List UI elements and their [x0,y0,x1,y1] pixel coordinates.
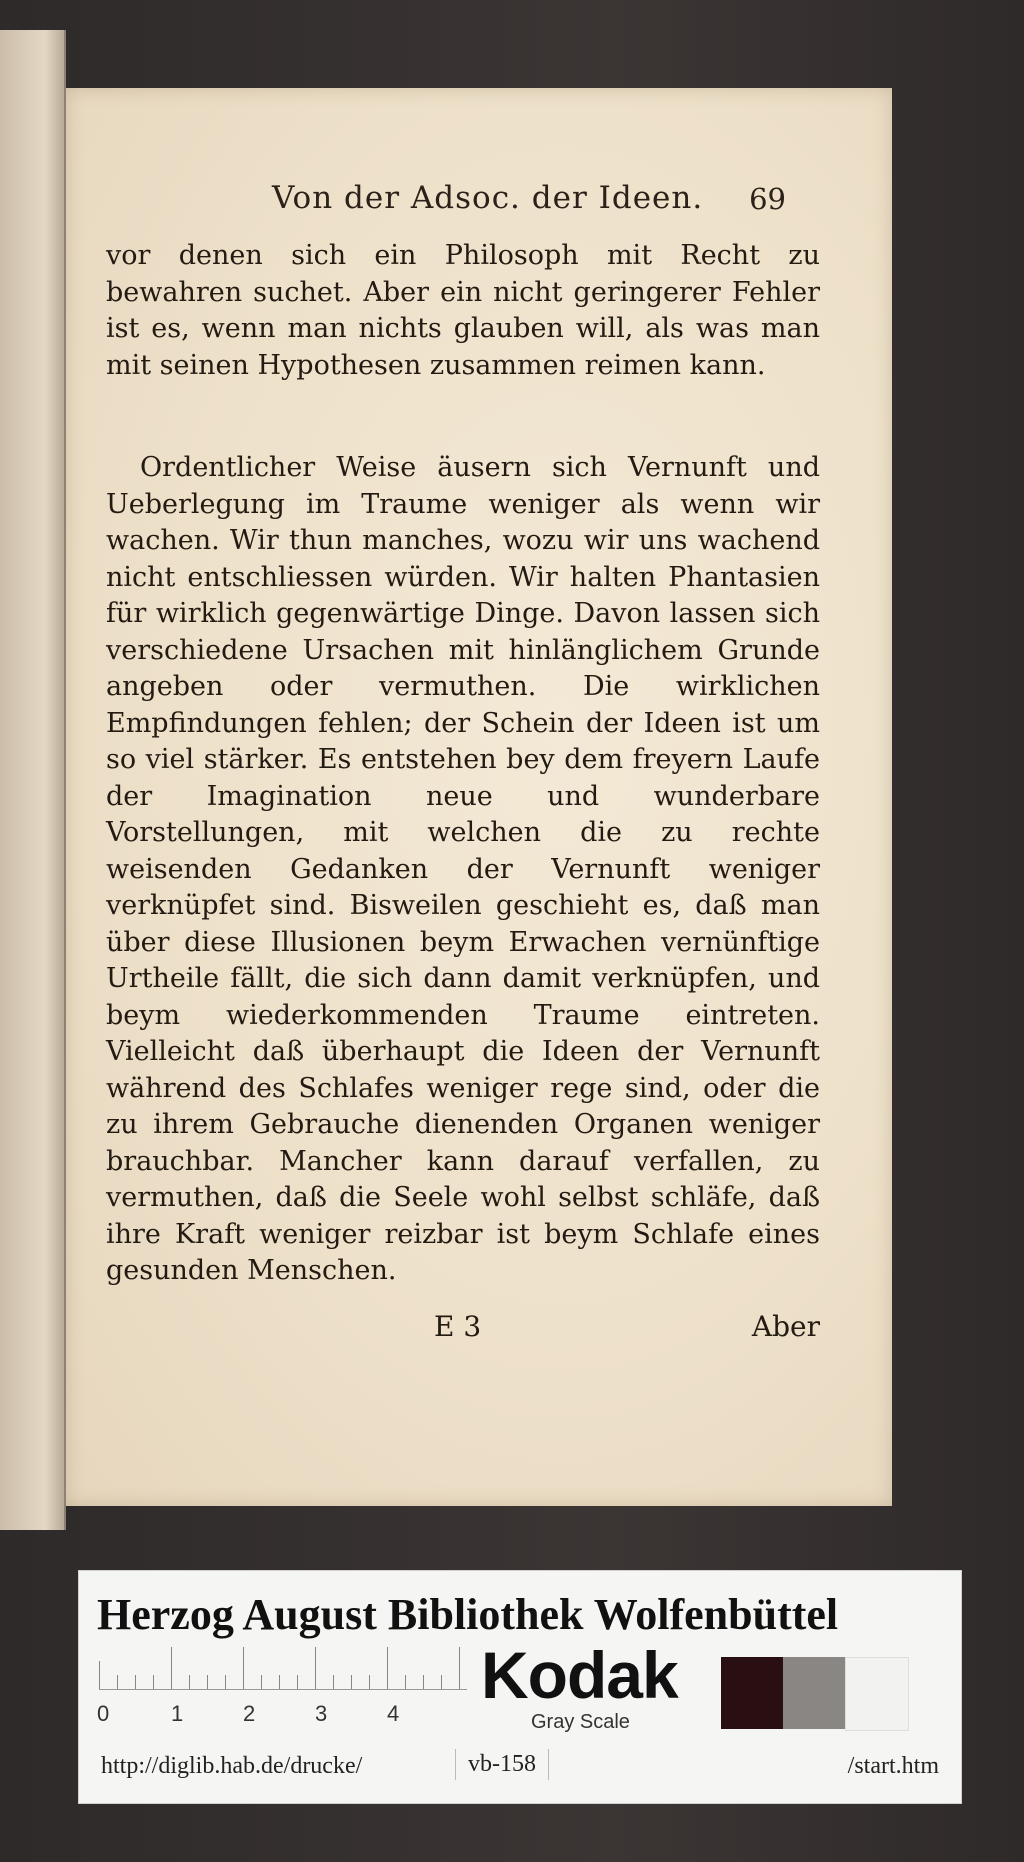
ruler-tick [369,1675,370,1689]
swatch-dark [721,1657,783,1729]
swatch-light [845,1657,909,1731]
ruler-label: 3 [315,1701,328,1726]
gray-scale-label: Gray Scale [531,1711,630,1733]
library-name: Herzog August Bibliothek Wolfenbüttel [97,1590,839,1639]
color-target-strip [78,1570,962,1804]
ruler-tick [225,1675,226,1689]
ruler-tick [243,1647,244,1689]
page-number: 69 [749,182,786,216]
ruler-tick [441,1675,442,1689]
ruler-tick [351,1675,352,1689]
ruler-tick [117,1675,118,1689]
ruler-tick [387,1647,388,1689]
kodak-logo: Kodak [481,1638,678,1712]
paragraph: vor denen sich ein Philosoph mit Recht zu bewahren suchet. Aber ein nicht geringerer Fehler ist es, wenn man nichts glauben will, als was man mit seinen Hypothesen zusammen reimen kann. [106,240,820,381]
ruler-tick [207,1675,208,1689]
body-text [106,238,820,1290]
ruler-tick [315,1647,316,1689]
ruler-tick [459,1647,460,1689]
paragraph: Ordentlicher Weise äusern sich Vernunft und Ueberlegung im Traume weniger als wenn wir wachen. Wir thun manches, wozu wir uns wachend nicht entschliessen würden. Wir halten Phantasien für wirklich gegenwärtige Dinge. Davon lassen sich verschiedene Ursachen mit hinlänglichem Grunde angeben oder vermuthen. Die wirklichen Empfindungen fehlen; der Schein der Ideen ist um so viel stärker. Es entstehen bey dem freyern Laufe der Imagination neue und wunderbare Vorstellungen, mit welchen die zu rechte weisenden Gedanken der Vernunft weniger verknüpfet sind. Bisweilen geschieht es, daß man über diese Illusionen beym Erwachen vernünftige Urtheile fällt, die sich dann damit verknüpfen, und beym wiederkommenden Traume eintreten. Vielleicht daß überhaupt die Ideen der Vernunft während des Schlafes weniger rege sind, oder die zu ihrem Gebrauche dienenden Organen weniger brauchbar. Mancher kann darauf verfallen, zu vermuthen, daß die Seele wohl selbst schläfe, daß ihre Kraft weniger reizbar ist beym Schlafe eines gesunden Menschen. [106,452,820,1286]
scale-ruler [99,1647,467,1690]
ruler-label: 2 [243,1701,256,1726]
ruler-tick [333,1675,334,1689]
running-head [206,180,786,230]
ruler-tick [297,1675,298,1689]
catchword: Aber [751,1310,820,1343]
book-page [66,88,892,1506]
ruler-tick [171,1647,172,1689]
ruler-tick [189,1675,190,1689]
ruler-label: 1 [171,1701,184,1726]
url-suffix: /start.htm [847,1753,939,1779]
ruler-labels [99,1701,467,1731]
ruler-label: 0 [97,1701,110,1726]
page-footer [106,1310,820,1350]
url-shelfmark: vb-158 [455,1749,549,1780]
ruler-tick [135,1675,136,1689]
url-base: http://diglib.hab.de/drucke/ [101,1753,363,1779]
previous-page-edge [0,30,66,1530]
ruler-tick [261,1675,262,1689]
ruler-tick [99,1661,100,1689]
ruler-tick [153,1675,154,1689]
ruler-tick [405,1675,406,1689]
swatch-mid [783,1657,845,1729]
signature-mark: E 3 [434,1310,482,1343]
ruler-tick [423,1675,424,1689]
running-title: Von der Adsoc. der Ideen. [272,180,704,216]
ruler-label: 4 [387,1701,400,1726]
ruler-tick [279,1675,280,1689]
